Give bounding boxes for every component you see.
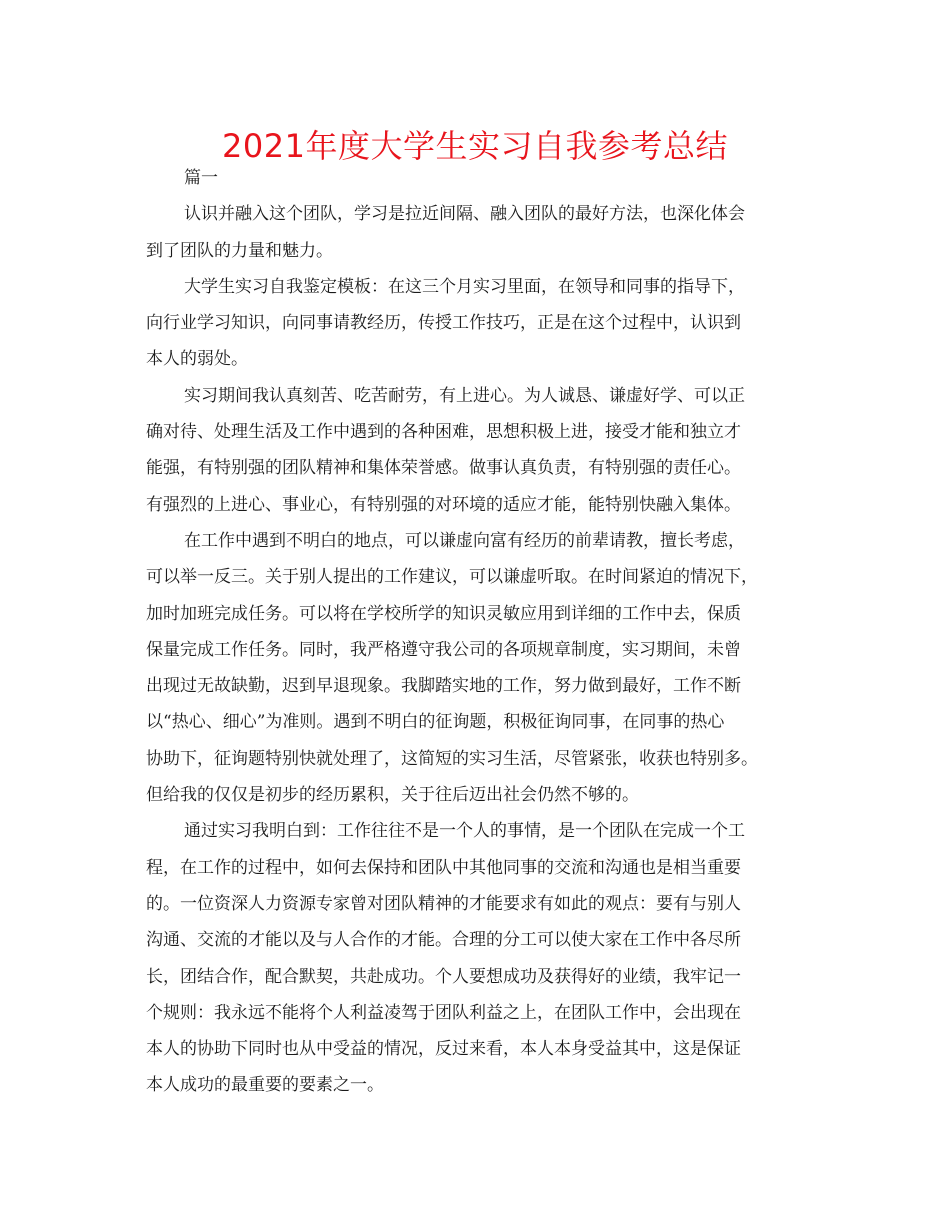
paragraph-1 [146,196,810,269]
paragraph-4 [146,523,810,813]
paragraph-line: 实习期间我认真刻苦、吃苦耐劳，有上进心。为人诚恳、谦虚好学、可以正 [184,385,745,406]
paragraph-line: 向行业学习知识，向同事请教经历，传授工作技巧，正是在这个过程中，认识到 [146,313,741,334]
paragraph-line: 加时加班完成任务。可以将在学校所学的知识灵敏应用到详细的工作中去，保质 [146,603,741,624]
paragraph-line: 通过实习我明白到：工作往往不是一个人的事情，是一个团队在完成一个工 [184,821,745,842]
paragraph-line: 认识并融入这个团队，学习是拉近间隔、融入团队的最好方法，也深化体会 [184,204,745,225]
paragraph-line: 程，在工作的过程中，如何去保持和团队中其他同事的交流和沟通也是相当重要 [146,857,741,878]
document-title: 2021年度大学生实习自我参考总结 [222,127,728,165]
paragraph-line: 能强，有特别强的团队精神和集体荣誉感。做事认真负责，有特别强的责任心。 [146,458,741,479]
section-heading-text: 篇一 [184,168,218,188]
paragraph-line: 在工作中遇到不明白的地点，可以谦虚向富有经历的前辈请教，擅长考虑， [184,530,745,551]
paragraph-line: 大学生实习自我鉴定模板：在这三个月实习里面，在领导和同事的指导下， [184,276,745,297]
paragraph-line: 确对待、处理生活及工作中遇到的各种困难，思想积极上进，接受才能和独立才 [146,422,741,443]
paragraph-line: 保量完成工作任务。同时，我严格遵守我公司的各项规章制度，实习期间，未曾 [146,639,741,660]
paragraph-line: 以“热心、细心”为准则。遇到不明白的征询题，积极征询同事，在同事的热心 [146,712,725,733]
paragraph-5 [146,813,810,1103]
section-heading [146,160,810,196]
paragraph-line: 长，团结合作，配合默契，共赴成功。个人要想成功及获得好的业绩，我牢记一 [146,966,741,987]
paragraph-line: 出现过无故缺勤，迟到早退现象。我脚踏实地的工作，努力做到最好，工作不断 [146,676,741,697]
paragraph-line: 到了团队的力量和魅力。 [146,240,333,261]
document-body [146,160,810,1104]
paragraph-line: 的。一位资深人力资源专家曾对团队精神的才能要求有如此的观点：要有与别人 [146,893,741,914]
paragraph-line: 有强烈的上进心、事业心，有特别强的对环境的适应才能，能特别快融入集体。 [146,494,741,515]
paragraph-line: 沟通、交流的才能以及与人合作的才能。合理的分工可以使大家在工作中各尽所 [146,930,741,951]
paragraph-line: 本人成功的最重要的要素之一。 [146,1075,384,1096]
paragraph-line: 个规则：我永远不能将个人利益凌驾于团队利益之上，在团队工作中，会出现在 [146,1002,741,1023]
paragraph-3 [146,378,810,523]
paragraph-line: 本人的协助下同时也从中受益的情况，反过来看，本人本身受益其中，这是保证 [146,1039,741,1060]
paragraph-line: 本人的弱处。 [146,349,248,370]
paragraph-line: 协助下，征询题特别快就处理了，这简短的实习生活，尽管紧张，收获也特别多。 [146,748,758,769]
paragraph-line: 可以举一反三。关于别人提出的工作建议，可以谦虚听取。在时间紧迫的情况下， [146,567,758,588]
paragraph-2 [146,269,810,378]
paragraph-line: 但给我的仅仅是初步的经历累积，关于往后迈出社会仍然不够的。 [146,785,639,806]
